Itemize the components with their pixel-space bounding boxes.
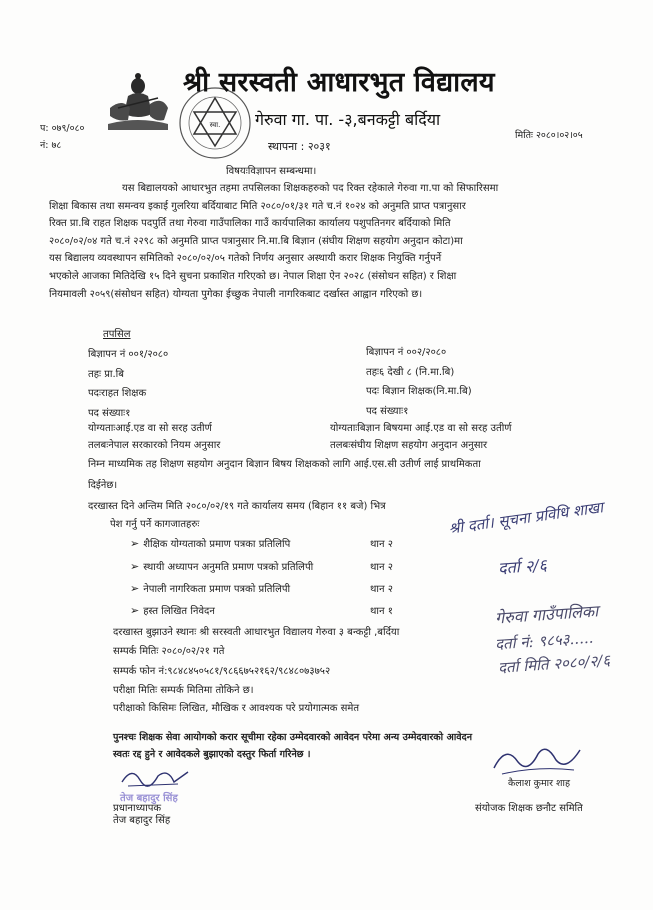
- letter-ref: नं: ७८: [40, 140, 62, 151]
- doc-item: [130, 581, 290, 595]
- left-count: पद संख्याः१: [88, 408, 131, 419]
- coordinator-signature-icon: [488, 740, 588, 780]
- paragraph-line: यस बिद्यालयको आधारभुत तहमा तपसिलका शिक्षकहरुको पद रिक्त रहेकाले गेरुवा गा.पा को सिफारिसमा: [122, 183, 499, 194]
- paragraph-line: रिक्त प्रा.बि राहत शिक्षक पदपुर्ति तथा गेरुवा गाउँपालिका गाउँ कार्यपालिका कार्यालय पशुपतिनगर बर्दियाको मिति: [49, 218, 451, 230]
- handwritten-initials: दर्ता २/६: [497, 555, 548, 578]
- priority-line: निम्न माध्यमिक तह शिक्षण सहयोग अनुदान बिज्ञान बिषय शिक्षकको लागि आई.एस.सी उतीर्ण लाई प्राथमिकता: [88, 459, 481, 470]
- right-post: पदः बिज्ञान शिक्षक(नि.मा.बि): [366, 386, 472, 397]
- contact-date: सम्पर्क मितिः २०८०/०२/२१ गते: [113, 646, 225, 657]
- left-salary: तलबःनेपाल सरकारको नियम अनुसार: [88, 440, 221, 451]
- contact-phone: सम्पर्क फोन नं:९८४८४५०५८१/९८६६७५२१६२/९८४८०७३७५२: [113, 666, 331, 677]
- note-line-2: स्वतः रद्द हुने र आवेदकले बुझाएको दस्तुर फिर्ता गरिनेछ ।: [113, 749, 311, 760]
- arrow-bullet-icon: ➢: [130, 604, 140, 617]
- handwritten-note: श्री दर्ता। सूचना प्रविधि शाखा: [447, 498, 605, 538]
- letter-date: मितिः २०८०।०२।०५: [515, 130, 583, 141]
- left-level: तहः प्रा.बि: [88, 369, 124, 380]
- paragraph-line: २०८०/०२/०४ गते च.नं २२९८ को अनुमति प्राप्त पत्रानुसार नि.मा.बि बिज्ञान (संघीय शिक्षण सहयोग अनुदान कोटा)मा: [49, 235, 463, 247]
- main-paragraph: [49, 180, 632, 303]
- exam-type: परीक्षाको किसिमः लिखित, मौखिक र आवश्यक परे प्रयोगात्मक समेत: [113, 703, 360, 714]
- subject-line: विषयःविज्ञापन सम्बन्धमा।: [226, 166, 317, 177]
- arrow-bullet-icon: ➢: [130, 560, 140, 573]
- established-year: स्थापना : २०३१: [268, 140, 331, 153]
- deadline-line: दरखास्त दिने अन्तिम मिति २०८०/०२/१९ गते कार्यालय समय (बिहान ११ बजे) भित्र: [88, 501, 386, 512]
- left-ad-no: बिज्ञापन नं ००१/२०८०: [88, 349, 169, 360]
- tapasil-heading: तपसिल: [103, 329, 131, 340]
- right-salary: तलबःसंघीय शिक्षण सहयोग अनुदान अनुसार: [330, 440, 488, 451]
- head-name: तेज बहादुर सिंह: [113, 815, 171, 826]
- exam-date: परीक्षा मितिः सम्पर्क मितिमा तोकिने छ।: [113, 685, 254, 696]
- docs-heading: पेश गर्नु पर्ने कागजातहरुः: [110, 519, 200, 530]
- registration-date: दर्ता मिति २०८०/२/६: [497, 651, 611, 677]
- arrow-bullet-icon: ➢: [130, 537, 140, 550]
- seal-text: स्वा.: [209, 121, 221, 129]
- doc-item: [130, 559, 313, 573]
- paragraph-line: नियमावली २०५९(संसोधन सहित) योग्यता पुगेका ईच्छुक नेपाली नागरिकबाट दर्खास्त आह्वान गरिएको छ।: [49, 288, 423, 300]
- coordinator-title: संयोजक शिक्षक छनौट समिति: [475, 803, 583, 814]
- right-count: पद संख्याः१: [366, 406, 409, 417]
- paragraph-line: शिक्षा बिकास तथा समन्वय इकाई गुलरिया बर्दियाबाट मिति २०८०/०१/३१ गते च.नं १०२४ को अनुमति प्राप्त पत्रानुसार: [49, 200, 466, 212]
- doc-item: [130, 603, 215, 617]
- doc-label: हस्त लिखित निवेदन: [143, 606, 215, 617]
- note-line: पुनश्चः शिक्षक सेवा आयोगको करार सूचीमा रहेका उम्मेदवारको आवेदन परेमा अन्य उम्मेदवारको आवेदन: [113, 732, 473, 743]
- doc-count: थान २: [370, 562, 393, 573]
- paragraph-line: यस बिद्यालय व्यवस्थापन समितिको २०८०/०२/०५ गतेको निर्णय अनुसार अस्थायी करार शिक्षक नियुक्ति गर्नुपर्ने: [49, 253, 442, 265]
- head-title: प्रधानाध्यापक: [113, 803, 162, 814]
- school-address: गेरुवा गा. पा. -३,बनकट्टी बर्दिया: [255, 110, 441, 129]
- priority-line-2: दिईनेछ।: [88, 480, 118, 491]
- right-ad-no: बिज्ञापन नं ००२/२०८०: [366, 347, 447, 358]
- doc-label: स्थायी अध्यापन अनुमति प्रमाण पत्रको प्रतिलिपी: [143, 562, 314, 573]
- left-post: पदःराहत शिक्षक: [88, 388, 147, 399]
- head-signature-icon: [118, 762, 198, 792]
- saraswati-emblem-icon: [98, 68, 178, 136]
- school-name: श्री सरस्वती आधारभुत विद्यालय: [183, 67, 495, 98]
- left-qualification: योग्यताःआई.एड वा सो सरह उतीर्ण: [88, 423, 212, 434]
- coordinator-name: कैलाश कुमार शाह: [508, 778, 570, 789]
- doc-item: [130, 536, 290, 550]
- registration-stamp-line: गेरुवा गाउँपालिका: [494, 601, 599, 628]
- doc-count: थान २: [370, 539, 393, 550]
- head-stamp: तेज बहादुर सिंह: [120, 793, 178, 804]
- doc-count: थान १: [370, 606, 393, 617]
- paragraph-line: भएकोले आजका मितिदेखि १५ दिने सुचना प्रकाशित गरिएको छ। नेपाल शिक्षा ऐन २०२८ (संसोधन सहित) र शिक्षा: [49, 270, 457, 282]
- doc-count: थान २: [370, 584, 393, 595]
- registration-number: दर्ता नं: ९८५३.....: [494, 628, 594, 654]
- letter-ps: प: ०७९/०८०: [40, 123, 85, 134]
- right-qualification: योग्यताःबिज्ञान बिषयमा आई.एड वा सो सरह उतीर्ण: [330, 423, 512, 434]
- doc-label: शैक्षिक योग्यताको प्रमाण पत्रका प्रतिलिपि: [143, 539, 291, 550]
- right-level: तहः६ देखी ८ (नि.मा.बि): [366, 367, 455, 378]
- doc-label: नेपाली नागरिकता प्रमाण पत्रको प्रतिलिपी: [143, 584, 291, 595]
- submit-place: दरखास्त बुझाउने स्थानः श्री सरस्वती आधारभुत विद्यालय गेरुवा ३ बन्कट्टी ,बर्दिया: [113, 627, 400, 638]
- arrow-bullet-icon: ➢: [130, 582, 140, 595]
